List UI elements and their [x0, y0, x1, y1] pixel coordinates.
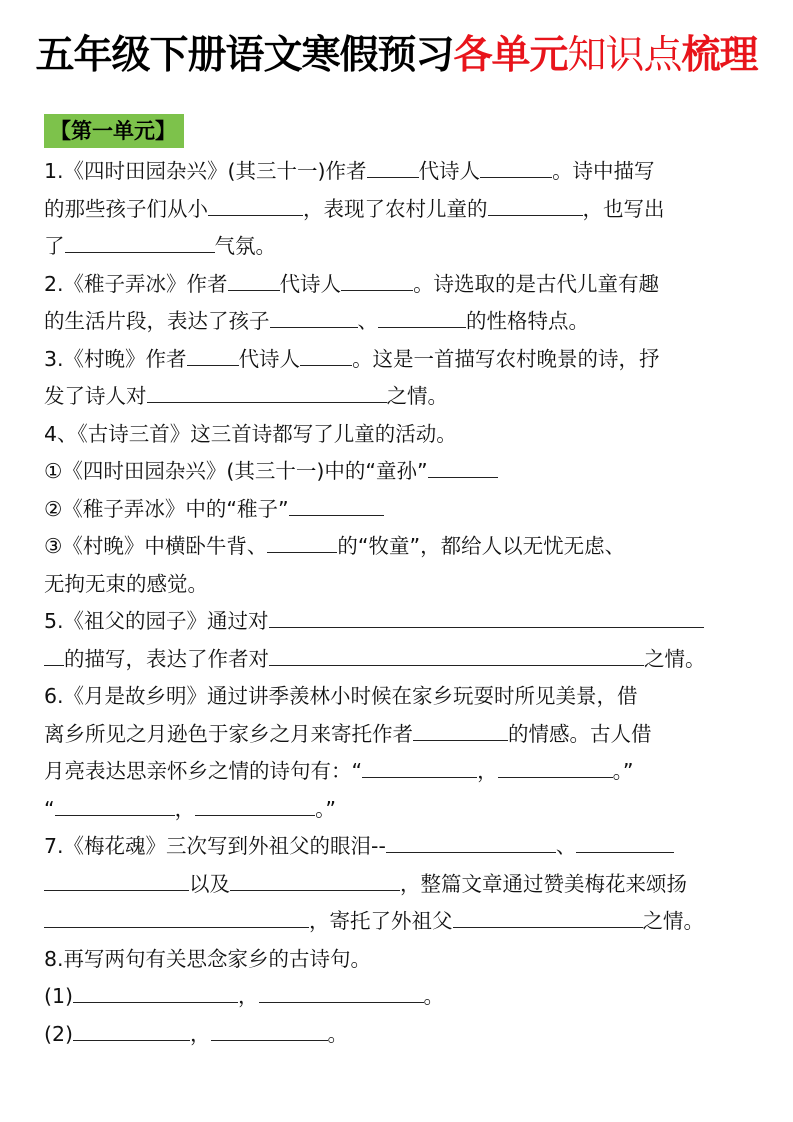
question-text: 气氛。: [214, 234, 276, 258]
answer-blank[interactable]: [44, 868, 189, 891]
answer-blank[interactable]: [300, 343, 352, 366]
question-text: 1.《四时田园杂兴》(其三十一)作者: [44, 159, 367, 183]
worksheet-line: [44, 303, 754, 341]
question-text: 8.再写两句有关思念家乡的古诗句。: [44, 946, 372, 971]
question-text: 。诗中描写: [552, 159, 655, 183]
question-text: 的那些孩子们从小: [44, 196, 208, 221]
question-text: 之情。: [386, 384, 448, 408]
question-text: 、: [555, 834, 577, 858]
worksheet-line: [44, 153, 754, 191]
worksheet-line: [44, 603, 754, 641]
worksheet-line: [44, 416, 754, 454]
answer-blank[interactable]: [488, 193, 583, 216]
worksheet-line: [44, 341, 754, 379]
question-text: 的“牧童”，都给人以无忧无虑、: [337, 534, 626, 558]
page-title: [0, 30, 793, 82]
question-text: “: [44, 796, 55, 821]
question-text: ，表现了农村儿童的: [303, 196, 488, 221]
question-text: 代诗人: [238, 346, 301, 371]
worksheet-line: [44, 753, 754, 791]
question-text: 发了诗人对: [44, 384, 147, 408]
worksheet-line: [44, 228, 754, 266]
question-text: 。”: [612, 759, 634, 783]
question-text: 3.《村晚》作者: [44, 346, 187, 371]
question-text: 代诗人: [279, 271, 342, 296]
worksheet-line: [44, 528, 754, 566]
title-part-red-bold: 各单元: [453, 33, 568, 78]
answer-blank[interactable]: [269, 605, 704, 628]
worksheet-line: [44, 903, 754, 941]
worksheet-line: [44, 453, 754, 491]
answer-blank[interactable]: [73, 1018, 190, 1041]
worksheet-line: [44, 191, 754, 229]
question-text: 6.《月是故乡明》通过讲季羡林小时候在家乡玩耍时所见美景，借: [44, 684, 638, 708]
question-text: 的情感。古人借: [508, 721, 652, 746]
question-text: 、: [357, 309, 378, 333]
answer-blank[interactable]: [270, 305, 358, 328]
question-text: ②《稚子弄冰》中的“稚子”: [44, 496, 289, 521]
question-text: 2.《稚子弄冰》作者: [44, 271, 228, 296]
question-text: 。”: [315, 796, 336, 821]
question-text: ，: [477, 759, 498, 783]
question-text: ，: [190, 1021, 211, 1046]
question-text: ，: [174, 796, 196, 821]
question-text: 离乡所见之月逊色于家乡之月来寄托作者: [44, 721, 413, 746]
question-text: 的性格特点。: [466, 309, 589, 333]
answer-blank[interactable]: [413, 718, 508, 741]
title-part-black: 五年级下册语文寒假预习: [35, 33, 454, 78]
answer-blank[interactable]: [386, 830, 556, 853]
answer-blank[interactable]: [498, 755, 613, 778]
answer-blank[interactable]: [55, 793, 175, 816]
question-text: 5.《祖父的园子》通过对: [44, 609, 269, 633]
worksheet-line: [44, 266, 754, 304]
answer-blank[interactable]: [341, 268, 413, 291]
answer-blank[interactable]: [230, 868, 400, 891]
worksheet-line: [44, 828, 754, 866]
unit-heading: 【第一单元】: [44, 114, 184, 148]
answer-blank[interactable]: [147, 380, 387, 403]
question-text: 了: [44, 234, 65, 258]
answer-blank[interactable]: [187, 343, 239, 366]
answer-blank[interactable]: [208, 193, 303, 216]
worksheet-line: [44, 978, 754, 1016]
worksheet-line: [44, 678, 754, 716]
question-text: 的生活片段，表达了孩子: [44, 309, 270, 333]
question-text: 之情。: [642, 909, 704, 933]
question-text: 7.《梅花魂》三次写到外祖父的眼泪--: [44, 834, 386, 858]
answer-blank[interactable]: [480, 155, 552, 178]
answer-blank[interactable]: [73, 980, 238, 1003]
answer-blank[interactable]: [289, 493, 384, 516]
question-text: 的描写，表达了作者对: [64, 646, 269, 671]
question-text: (2): [44, 1021, 74, 1046]
worksheet-line: [44, 641, 754, 679]
question-text: ，也写出: [582, 196, 665, 221]
answer-blank[interactable]: [378, 305, 466, 328]
answer-blank[interactable]: [259, 980, 424, 1003]
answer-blank[interactable]: [44, 643, 64, 666]
question-text: ③《村晚》中横卧牛背、: [44, 534, 268, 558]
question-text: 无拘无束的感觉。: [44, 571, 208, 596]
question-text: 。诗选取的是古代儿童有趣: [413, 271, 660, 296]
worksheet-line: [44, 378, 754, 416]
question-text: 代诗人: [418, 159, 481, 183]
answer-blank[interactable]: [211, 1018, 328, 1041]
answer-blank[interactable]: [44, 905, 309, 928]
question-text: ，寄托了外祖父: [309, 909, 453, 933]
question-text: 以及: [189, 871, 230, 896]
question-text: 。: [423, 984, 445, 1008]
worksheet-line: [44, 791, 754, 829]
worksheet-line: [44, 1016, 754, 1054]
answer-blank[interactable]: [367, 155, 419, 178]
question-text: 之情。: [644, 646, 706, 671]
answer-blank[interactable]: [428, 455, 498, 478]
title-part-red-thin: 知识点: [567, 33, 682, 78]
title-part-red-bold-2: 梳理: [681, 33, 758, 78]
question-text: ①《四时田园杂兴》(其三十一)中的“童孙”: [44, 459, 428, 483]
question-text: (1): [44, 984, 74, 1008]
answer-blank[interactable]: [267, 530, 337, 553]
answer-blank[interactable]: [65, 230, 215, 253]
answer-blank[interactable]: [576, 830, 674, 853]
answer-blank[interactable]: [362, 755, 477, 778]
question-text: 月亮表达思亲怀乡之情的诗句有：“: [44, 759, 363, 783]
answer-blank[interactable]: [269, 643, 644, 666]
answer-blank[interactable]: [453, 905, 643, 928]
answer-blank[interactable]: [228, 268, 280, 291]
question-text: 。: [327, 1021, 349, 1046]
question-text: ，: [238, 984, 259, 1008]
worksheet-line: [44, 941, 754, 979]
worksheet-line: [44, 866, 754, 904]
question-text: 。这是一首描写农村晚景的诗，抒: [352, 346, 660, 371]
answer-blank[interactable]: [195, 793, 315, 816]
worksheet-body: [44, 153, 754, 1053]
question-text: ，整篇文章通过赞美梅花来颂扬: [400, 871, 687, 896]
question-text: 4、《古诗三首》这三首诗都写了儿童的活动。: [44, 421, 457, 446]
worksheet-line: [44, 491, 754, 529]
worksheet-line: [44, 566, 754, 604]
worksheet-line: [44, 716, 754, 754]
